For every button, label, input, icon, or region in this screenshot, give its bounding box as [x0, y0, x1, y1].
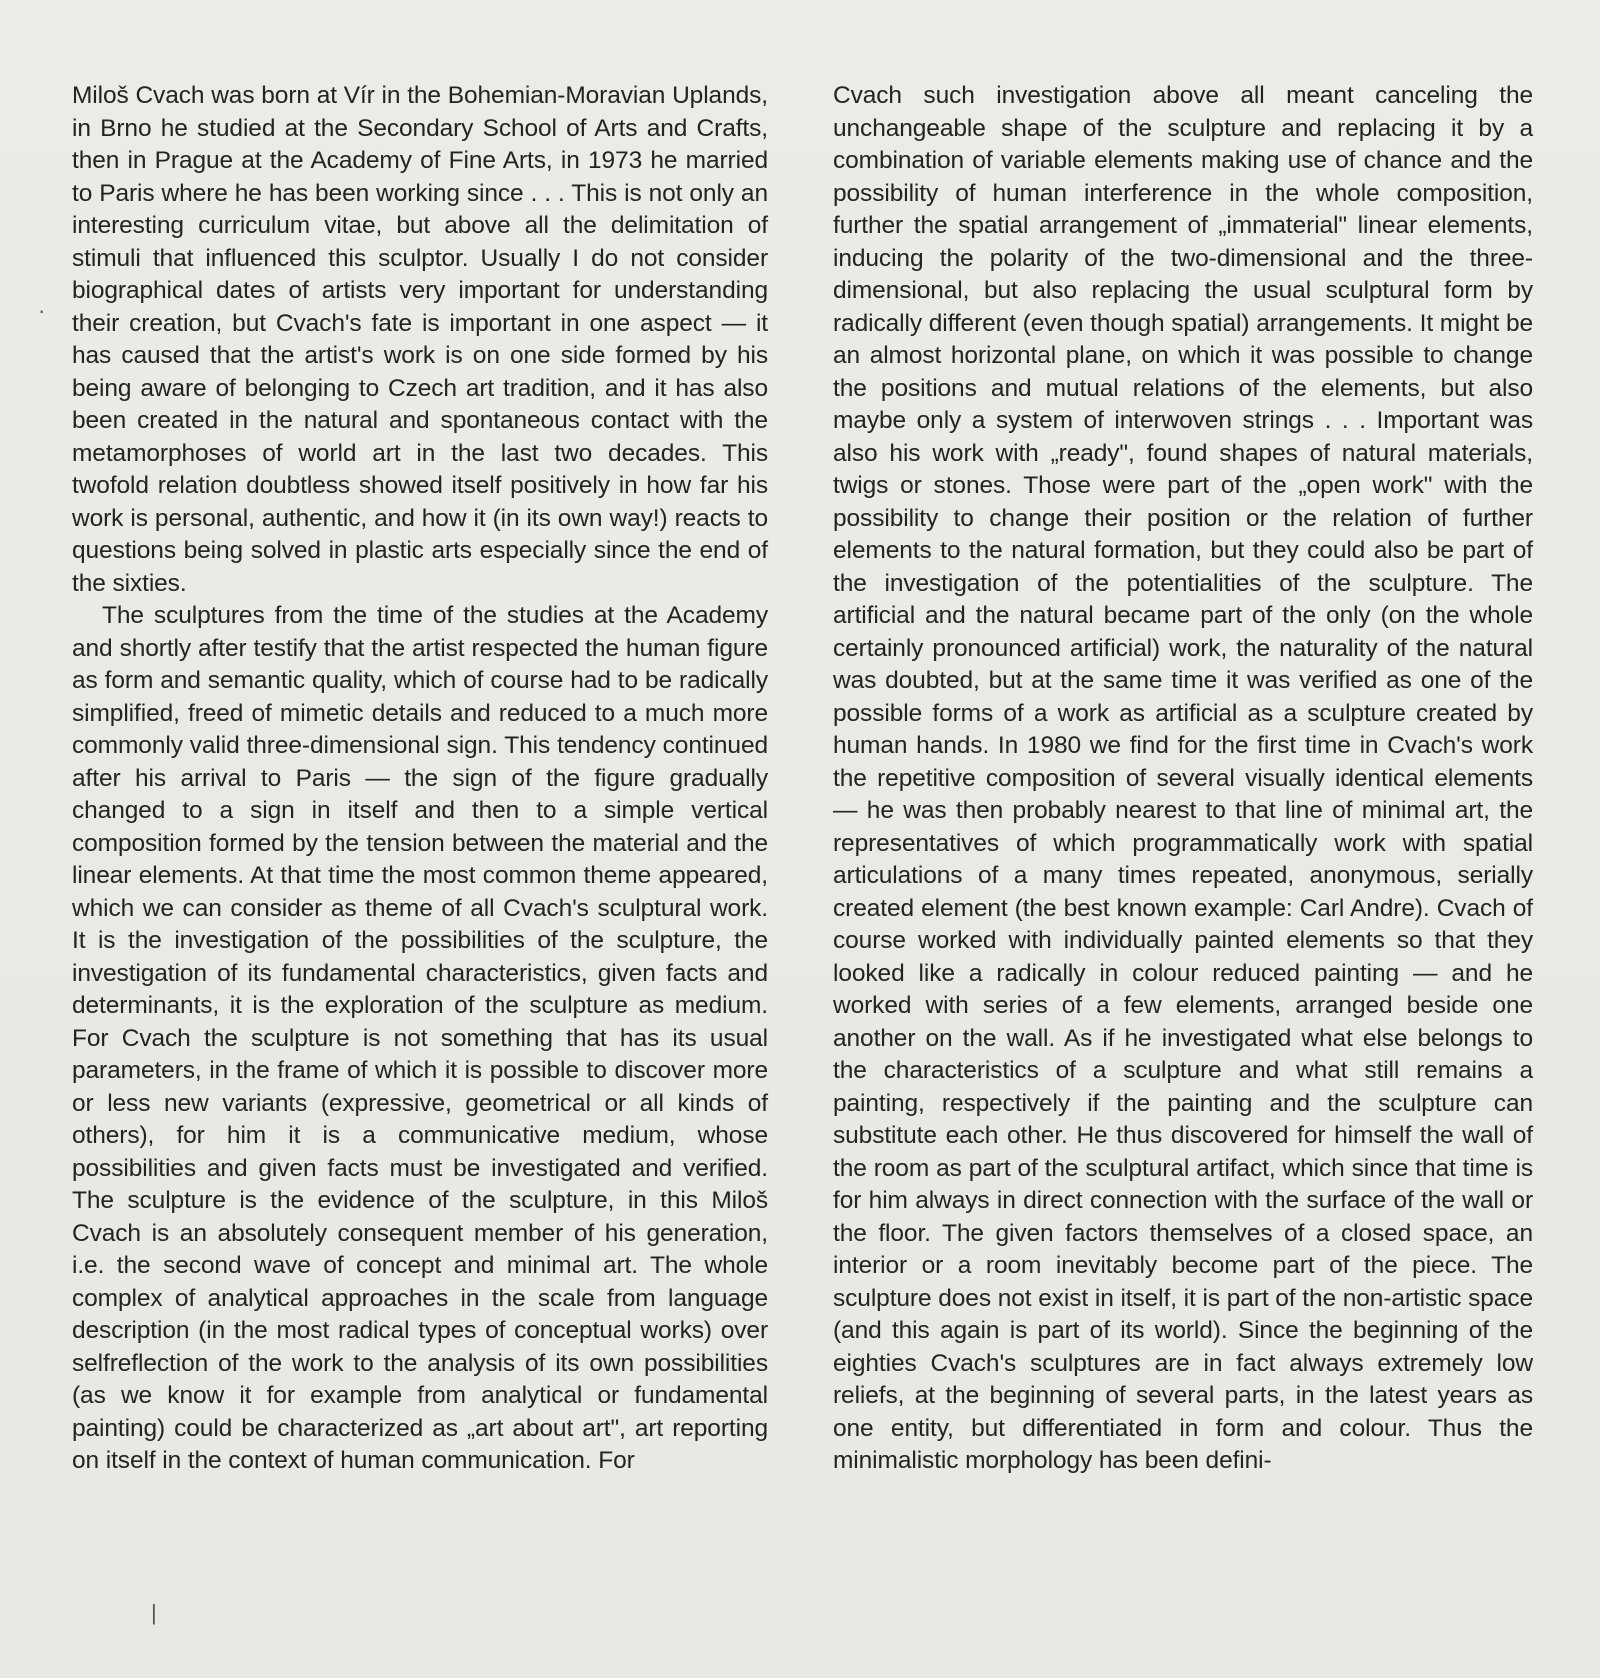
right-paragraph-1: Cvach such investigation above all meant canceling the unchangeable shape of the sculpture and replacing it by a combination of variable elements making use of chance and the possibility of human interference in the whole composition, further the spatial arrangement of „immaterial" linear elements, inducing the polarity of the two-dimensional and the three-dimensional, but also replacing the usual sculptural form by radically different (even though spatial) arrangements. It might be an almost horizontal plane, on which it was possible to change the positions and mutual relations of the elements, but also maybe only a system of interwoven strings . . . Important was also his work with „ready", found shapes of natural materials, twigs or stones. Those were part of the „open work" with the possibility to change their position or the relation of further elements to the natural formation, but they could also be part of the investigation of the potentialities of the sculpture. The artificial and the natural became part of the only (on the whole certainly pronounced artificial) work, the naturality of the natural was doubted, but at the same time it was verified as one of the possible forms of a work as artificial as a sculpture created by human hands. In 1980 we find for the first time in Cvach's work the repetitive composition of several visually identical elements — he was then probably nearest to that line of minimal art, the representatives of which programmatically work with spatial articulations of a many times repeated, anonymous, serially created element (the best known example: Carl Andre). Cvach of course worked with individually painted elements so that they looked like a radically in colour reduced painting — and he worked with series of a few elements, arranged beside one another on the wall. As if he investigated what else belongs to the characteristics of a sculpture and what still remains a painting, respectively if the painting and the sculpture can substitute each other. He thus discovered for himself the wall of the room as part of the sculptural artifact, which since that time is for him always in direct connection with the surface of the wall or the floor. The given factors themselves of a closed space, an interior or a room inevitably become part of the piece. The sculpture does not exist in itself, it is part of the non-artistic space (and this again is part of its world). Since the beginning of the eighties Cvach's sculptures are in fact always extremely low reliefs, at the beginning of several parts, in the latest years as one entity, but differentiated in form and colour. Thus the minimalistic morphology has been defini- [833, 82, 1533, 1474]
left-paragraph-2: The sculptures from the time of the studies at the Academy and shortly after testify that the artist respected the human figure as form and semantic quality, which of course had to be radically simplified, freed of mimetic details and reduced to a much more commonly valid three-dimensional sign. This tendency continued after his arrival to Paris — the sign of the figure gradually changed to a sign in itself and then to a simple vertical composition formed by the tension between the material and the linear elements. At that time the most common theme appeared, which we can consider as theme of all Cvach's sculptural work. It is the investigation of the possibilities of the sculpture, the investigation of its fundamental characteristics, given facts and determinants, it is the exploration of the sculpture as medium. For Cvach the sculpture is not something that has its usual parameters, in the frame of which it is possible to discover more or less new variants (expressive, geometrical or all kinds of others), for him it is a communicative medium, whose possibilities and given facts must be investigated and verified. The sculpture is the evidence of the sculpture, in this Miloš Cvach is an absolutely consequent member of his generation, i.e. the second wave of concept and minimal art. The whole complex of analytical approaches in the scale from language description (in the most radical types of conceptual works) over selfreflection of the work to the analysis of its own possibilities (as we know it for example from analytical or fundamental painting) could be characterized as „art about art", art reporting on itself in the context of human communication. For [72, 602, 768, 1474]
right-text-column [833, 80, 1533, 1478]
left-text-column [72, 80, 768, 1478]
margin-tick-mark: · [38, 298, 46, 323]
margin-tick-mark: | [151, 1600, 157, 1625]
left-paragraph-1: Miloš Cvach was born at Vír in the Bohemian-Moravian Uplands, in Brno he studied at the Secondary School of Arts and Crafts, then in Prague at the Academy of Fine Arts, in 1973 he married to Paris where he has been working since . . . This is not only an interesting curriculum vitae, but above all the delimitation of stimuli that influenced this sculptor. Usually I do not consider biographical dates of artists very important for understanding their creation, but Cvach's fate is important in one aspect — it has caused that the artist's work is on one side formed by his being aware of belonging to Czech art tradition, and it has also been created in the natural and spontaneous contact with the metamorphoses of world art in the last two decades. This twofold relation doubtless showed itself positively in how far his work is personal, authentic, and how it (in its own way!) reacts to questions being solved in plastic arts especially since the end of the sixties. [72, 82, 768, 597]
